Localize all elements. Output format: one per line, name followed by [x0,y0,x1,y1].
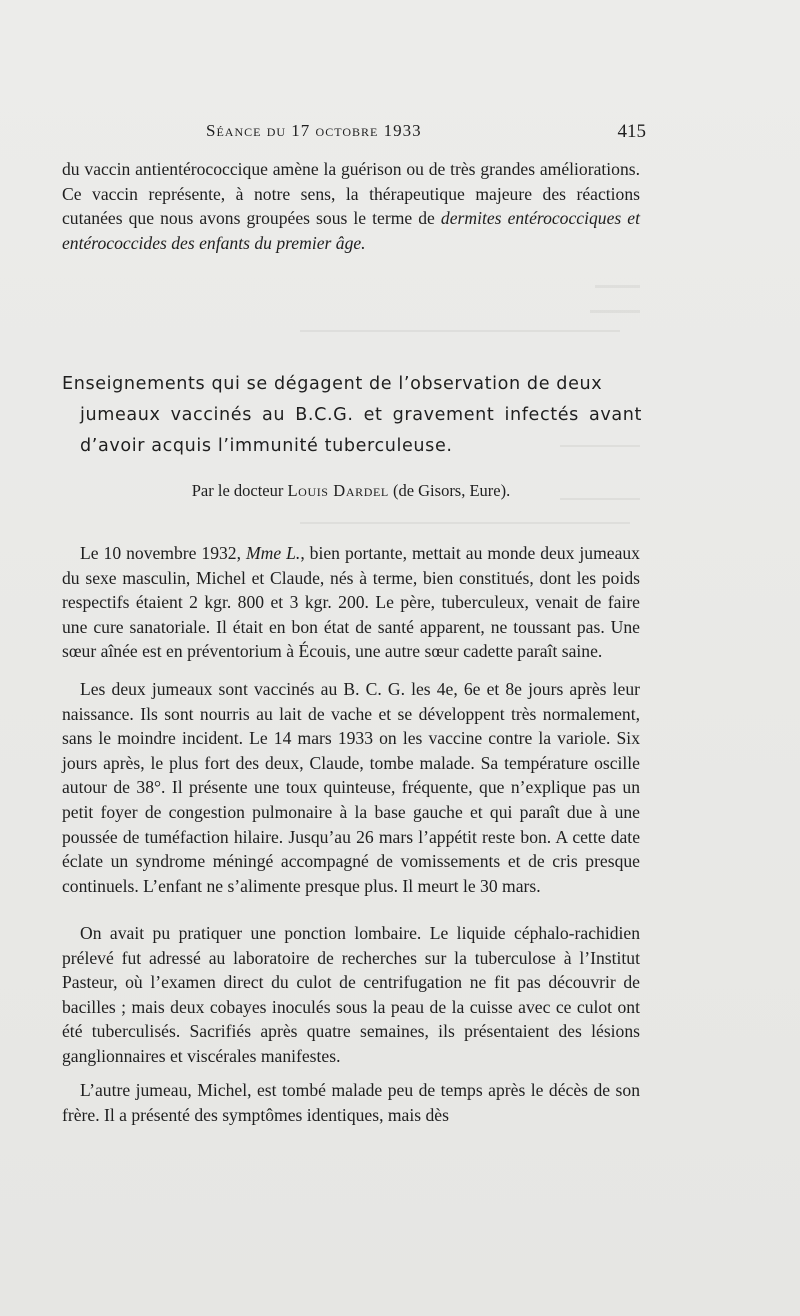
paragraph-1-rest: , bien portante, mettait au monde deux jumeaux du sexe masculin, Michel et Claude, nés à terme, bien constitués, dont les poids respectifs étaient 2 kgr. 800 et 3 kgr. 200. Le père, tuberculeux, venait de faire une cure sanatoriale. Il était en bon état de santé apparent, ne toussant pas. Une sœur aînée est en préventorium à Écouis, une autre sœur cadette paraît saine. [62,543,640,662]
body-paragraph-2: Les deux jumeaux sont vaccinés au B. C. G. les 4e, 6e et 8e jours après leur naissance. Ils sont nourris au lait de vache et se développent très normalement, sans le moindre incident. Le 14 mars 1933 on les vaccine contre la variole. Six jours après, le plus fort des deux, Claude, tombe malade. Sa température oscille autour de 38°. Il présente une toux quinteuse, fréquente, que n’explique pas un petit foyer de congestion pulmonaire à la base gauche et qui paraît due à une poussée de tuméfaction hilaire. Jusqu’au 26 mars l’appétit reste bon. A cette date éclate un syndrome méningé accompagné de vomissements et de cris presque continuels. L’enfant ne s’alimente presque plus. Il meurt le 30 mars. [62,679,640,896]
page-number: 415 [617,121,646,142]
running-title-month: octobre [310,121,384,140]
running-head [206,121,646,151]
section-title-line2: jumeaux vaccinés au B.C.G. et gravement infectés avant d’avoir acquis l’immunité tuberculeuse. [80,405,642,456]
running-title-year: 1933 [383,121,422,140]
running-title-prefix: Séance du [206,121,292,140]
byline-prefix: Par le docteur [191,481,288,500]
paragraph-1-start: Le 10 novembre 1932, [80,543,246,563]
section-title [62,369,642,462]
running-title [206,121,422,141]
paragraph-1-italic: Mme L. [245,543,301,563]
byline-suffix: (de Gisors, Eure). [388,481,511,500]
intro-paragraph [62,157,640,255]
body-paragraph-4: L’autre jumeau, Michel, est tombé malade peu de temps après le décès de son frère. Il a présenté des symptômes identiques, mais dès [62,1080,640,1125]
byline [62,481,640,501]
section-title-line1: Enseignements qui se dégagent de l’observation de deux [62,374,603,394]
body-paragraph-3: On avait pu pratiquer une ponction lombaire. Le liquide céphalo-rachidien prélevé fut adressé au laboratoire de recherches sur la tuberculose à l’Institut Pasteur, où l’examen direct du culot de centrifugation ne fit pas découvrir de bacilles ; mais deux cobayes inoculés sous la peau de la cuisse avec ce culot ont été tuberculisés. Sacrifiés après quatre semaines, ils présentaient des lésions ganglionnaires et viscérales manifestes. [62,923,640,1066]
author-name: Louis Dardel [287,481,389,500]
intro-text: du vaccin antientérococcique amène la guérison ou de très grandes améliorations. Ce vaccin représente, à notre sens, la thérapeutique majeure des réactions cutanées que nous avons groupées sous le terme de [62,159,640,229]
running-title-day: 17 [291,121,311,140]
intro-italic-text: dermites entérococciques et entérococcides des enfants du premier âge. [62,208,640,253]
body-paragraph-1 [62,541,640,664]
